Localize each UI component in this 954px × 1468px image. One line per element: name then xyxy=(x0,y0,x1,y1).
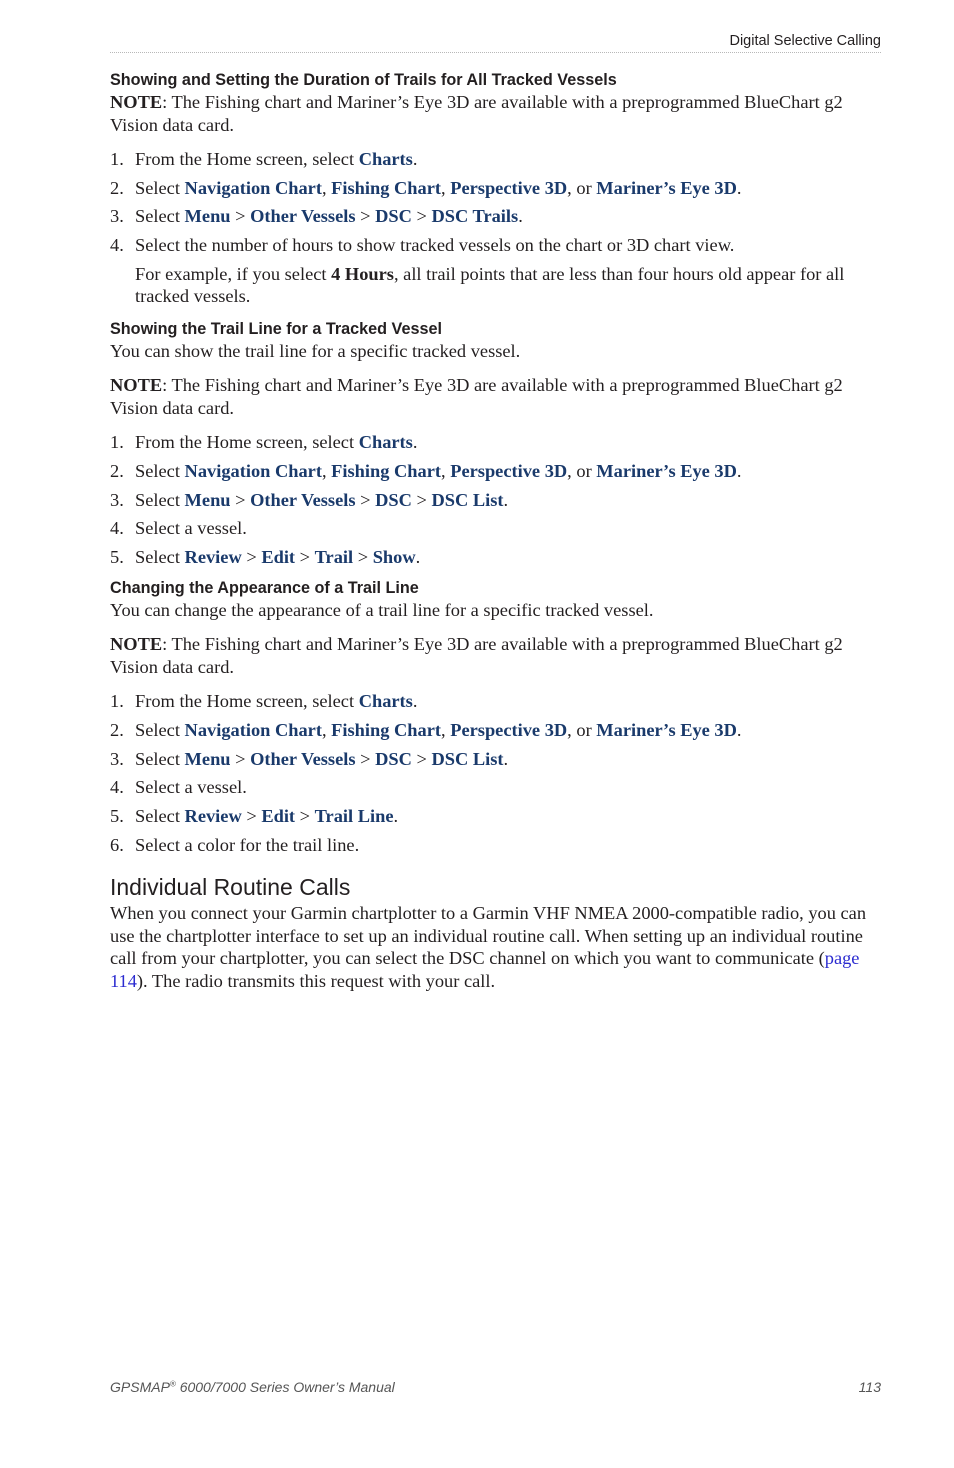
ui-term-review: Review xyxy=(184,547,242,567)
ui-term-menu: Menu xyxy=(184,206,231,227)
ui-term-show: Show xyxy=(372,547,416,567)
example-paragraph: For example, if you select 4 Hours, all trail points that are less than four hours old appear for all tracked vessels. xyxy=(135,263,845,307)
note-paragraph xyxy=(110,633,870,678)
ui-term-fishing-chart: Fishing Chart xyxy=(331,719,442,740)
ui-term-fishing-chart: Fishing Chart xyxy=(331,177,442,198)
section-heading: Showing the Trail Line for a Tracked Vessel xyxy=(110,319,442,338)
section-title: Individual Routine Calls xyxy=(110,874,351,901)
ui-term-navigation-chart: Navigation Chart xyxy=(184,177,322,198)
ui-term-trail-line: Trail Line xyxy=(314,805,394,826)
list-item: 1. From the Home screen, select Charts. xyxy=(110,149,418,169)
note-label: NOTE xyxy=(110,92,163,112)
ui-term-edit: Edit xyxy=(261,547,296,567)
note-text: : The Fishing chart and Mariner’s Eye 3D are available with a preprogrammed BlueChart g2 Vision data card. xyxy=(110,375,843,418)
page-link[interactable]: page 114 xyxy=(110,948,860,991)
ui-term-mariners-eye-3d: Mariner’s Eye 3D xyxy=(596,460,737,481)
steps-list xyxy=(110,148,870,257)
list-item: 2. Select Navigation Chart, Fishing Chart, Perspective 3D, or Mariner’s Eye 3D. xyxy=(110,460,742,481)
list-item: 5. Select Review > Edit > Trail > Show. xyxy=(110,547,421,567)
list-item: 6. Select a color for the trail line. xyxy=(110,834,360,855)
ui-term-charts: Charts xyxy=(358,691,413,712)
ui-term-dsc: DSC xyxy=(375,489,412,510)
section-heading: Changing the Appearance of a Trail Line xyxy=(110,578,419,597)
ui-term-fishing-chart: Fishing Chart xyxy=(331,460,442,481)
list-item: 3. Select Menu > Other Vessels > DSC > DSC List. xyxy=(110,748,509,769)
ui-term-dsc: DSC xyxy=(375,206,412,227)
ui-term-other-vessels: Other Vessels xyxy=(250,748,356,769)
ui-term-perspective-3d: Perspective 3D xyxy=(450,177,568,198)
ui-term-dsc-list: DSC List xyxy=(431,748,504,769)
ui-term-dsc: DSC xyxy=(375,748,412,769)
steps-list xyxy=(110,431,870,568)
note-label: NOTE xyxy=(110,634,163,655)
list-item: 4. Select a vessel. xyxy=(110,777,247,798)
list-item: 2. Select Navigation Chart, Fishing Chart, Perspective 3D, or Mariner’s Eye 3D. xyxy=(110,719,742,740)
ui-term-edit: Edit xyxy=(261,805,296,826)
footer-manual-title: GPSMAP® 6000/7000 Series Owner’s Manual xyxy=(110,1379,395,1395)
ui-term-dsc-trails: DSC Trails xyxy=(431,206,519,227)
list-item: 3. Select Menu > Other Vessels > DSC > DSC Trails. xyxy=(110,206,523,227)
ui-term-perspective-3d: Perspective 3D xyxy=(450,460,568,481)
ui-term-review: Review xyxy=(184,805,242,826)
page-number: 113 xyxy=(858,1379,881,1395)
header-divider xyxy=(110,52,881,53)
ui-term-other-vessels: Other Vessels xyxy=(250,489,356,510)
ui-term-mariners-eye-3d: Mariner’s Eye 3D xyxy=(596,177,737,198)
note-text: : The Fishing chart and Mariner’s Eye 3D are available with a preprogrammed BlueChart g2 Vision data card. xyxy=(110,634,843,677)
ui-term-charts: Charts xyxy=(358,149,413,169)
list-item: 2. Select Navigation Chart, Fishing Chart, Perspective 3D, or Mariner’s Eye 3D. xyxy=(110,177,742,198)
example-bold-term: 4 Hours xyxy=(331,263,394,284)
running-head: Digital Selective Calling xyxy=(729,33,881,49)
ui-term-navigation-chart: Navigation Chart xyxy=(184,719,322,740)
ui-term-perspective-3d: Perspective 3D xyxy=(450,719,568,740)
ui-term-menu: Menu xyxy=(184,489,231,510)
ui-term-mariners-eye-3d: Mariner’s Eye 3D xyxy=(596,719,737,740)
ui-term-charts: Charts xyxy=(358,432,413,453)
list-item: 1. From the Home screen, select Charts. xyxy=(110,691,418,712)
list-item: 4. Select the number of hours to show tracked vessels on the chart or 3D chart view. xyxy=(110,235,735,256)
body-paragraph: When you connect your Garmin chartplotter to a Garmin VHF NMEA 2000-compatible radio, you can use the chartplotter interface to set up an individual routine call. When setting up an individual routine call from your chartplotter, you can select the DSC channel on which you want to communicate (page 114). The radio transmits this request with your call. xyxy=(110,903,867,991)
steps-list xyxy=(110,690,870,856)
intro-paragraph: You can show the trail line for a specific tracked vessel. xyxy=(110,340,521,361)
note-paragraph xyxy=(110,91,870,136)
ui-term-dsc-list: DSC List xyxy=(431,489,504,510)
ui-term-navigation-chart: Navigation Chart xyxy=(184,460,322,481)
list-item: 1. From the Home screen, select Charts. xyxy=(110,432,418,453)
section-heading: Showing and Setting the Duration of Trails for All Tracked Vessels xyxy=(110,71,617,89)
note-label: NOTE xyxy=(110,375,163,396)
ui-term-other-vessels: Other Vessels xyxy=(250,206,356,227)
ui-term-trail: Trail xyxy=(314,547,354,567)
list-item: 4. Select a vessel. xyxy=(110,518,247,539)
note-paragraph xyxy=(110,374,870,419)
note-text: : The Fishing chart and Mariner’s Eye 3D are available with a preprogrammed BlueChart g2 Vision data card. xyxy=(110,92,843,135)
intro-paragraph: You can change the appearance of a trail line for a specific tracked vessel. xyxy=(110,599,654,620)
page-content xyxy=(110,69,870,992)
list-item: 3. Select Menu > Other Vessels > DSC > DSC List. xyxy=(110,489,509,510)
ui-term-menu: Menu xyxy=(184,748,231,769)
list-item: 5. Select Review > Edit > Trail Line. xyxy=(110,805,399,826)
